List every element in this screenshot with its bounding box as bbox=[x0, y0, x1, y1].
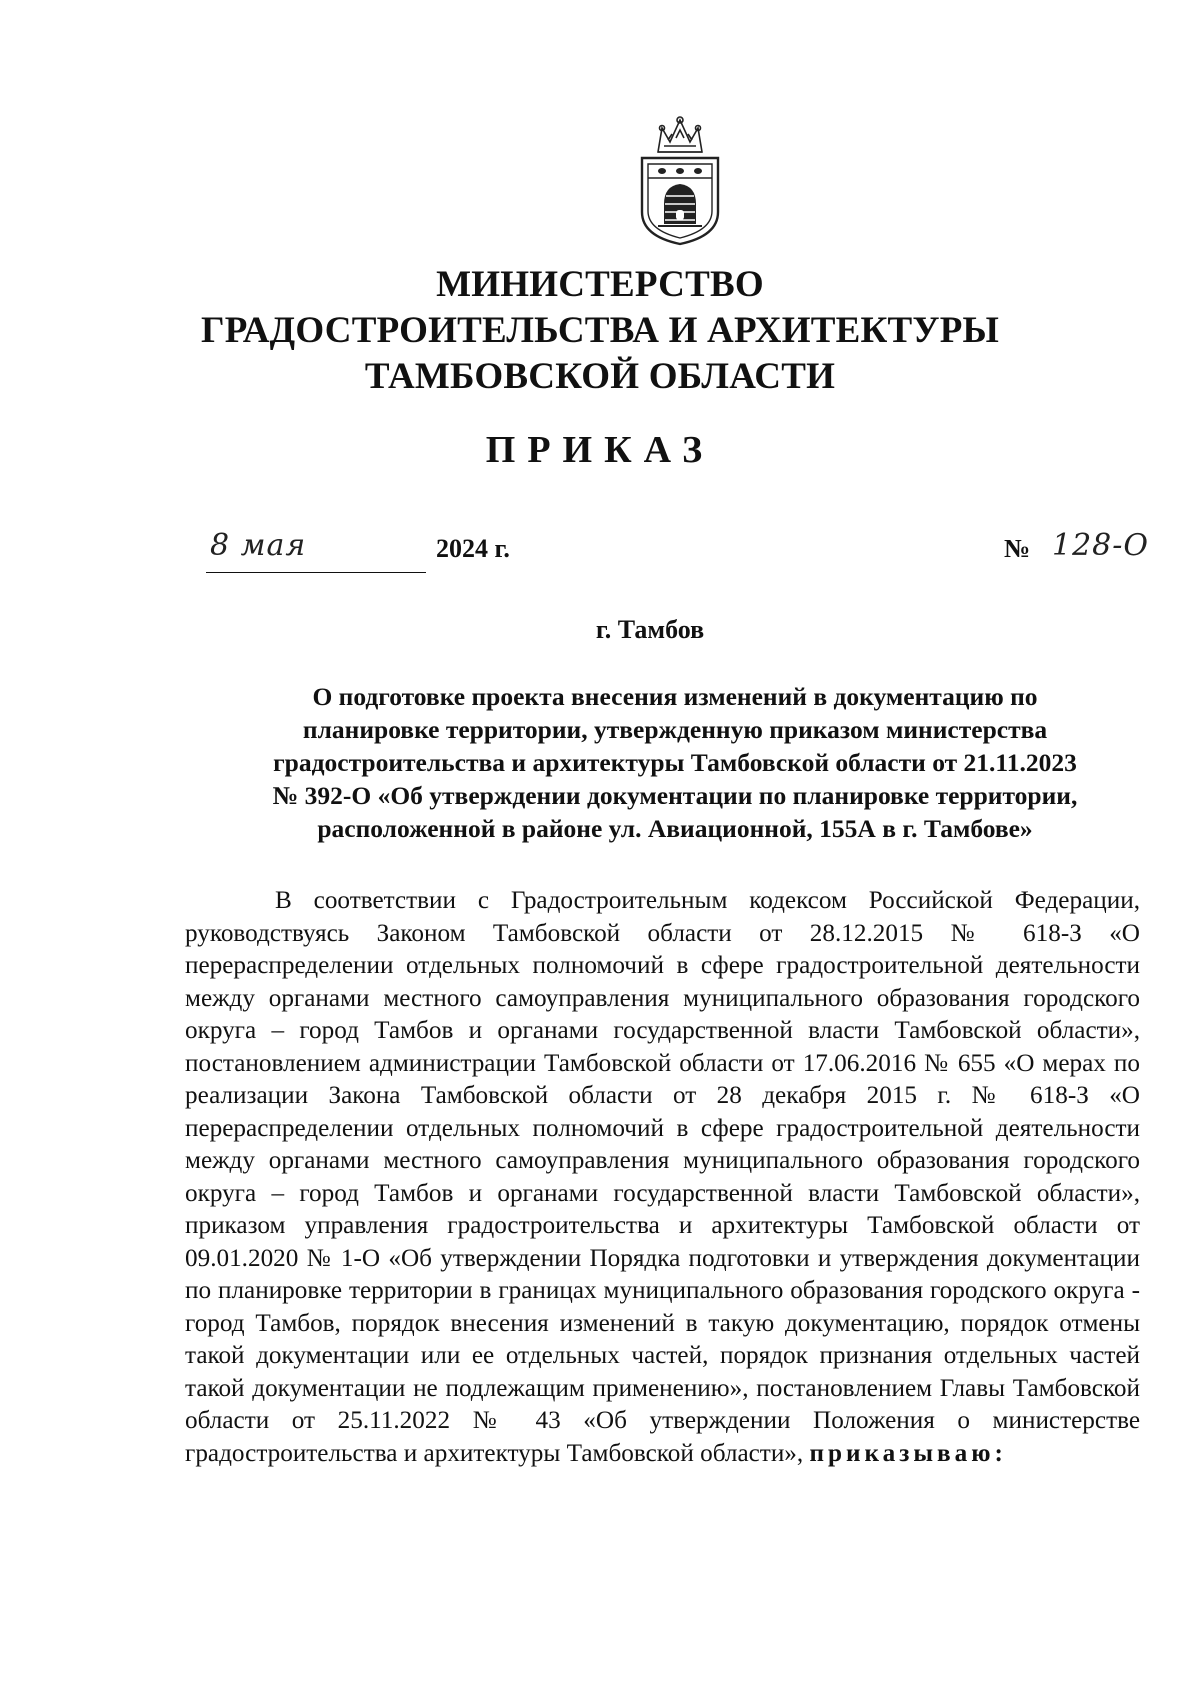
handwritten-date: 8 мая bbox=[210, 528, 307, 563]
subject-line: расположенной в районе ул. Авиационной, 155А в г. Тамбове» bbox=[317, 814, 1033, 843]
order-subject bbox=[215, 680, 1135, 845]
order-word: приказываю: bbox=[809, 1439, 1007, 1467]
subject-line: № 392-О «Об утверждении документации по планировке территории, bbox=[272, 781, 1078, 810]
tambov-coat-of-arms-icon bbox=[628, 112, 732, 248]
handwritten-order-number: 128-О bbox=[1052, 528, 1149, 563]
date-field bbox=[206, 528, 426, 573]
subject-line: О подготовке проекта внесения изменений в документацию по bbox=[312, 682, 1038, 711]
subject-line: градостроительства и архитектуры Тамбовской области от 21.11.2023 bbox=[273, 748, 1077, 777]
document-type-title: ПРИКАЗ bbox=[485, 429, 715, 471]
ministry-name-line-3: ТАМБОВСКОЙ ОБЛАСТИ bbox=[364, 356, 836, 397]
ministry-name-line-1: МИНИСТЕРСТВО bbox=[436, 264, 764, 305]
number-label: № bbox=[1004, 534, 1031, 563]
date-number-row bbox=[0, 528, 1200, 578]
ministry-name-line-2: ГРАДОСТРОИТЕЛЬСТВА И АРХИТЕКТУРЫ bbox=[200, 310, 1000, 351]
coat-of-arms-emblem bbox=[628, 112, 732, 248]
year-label: 2024 г. bbox=[436, 534, 510, 563]
subject-line: планировке территории, утвержденную приказом министерства bbox=[302, 715, 1048, 744]
city-label: г. Тамбов bbox=[595, 615, 705, 644]
preamble-text: В соответствии с Градостроительным кодексом Российской Федерации, руководствуясь Законом Тамбовской области от 28.12.2015 № 618-З «О перераспределении отдельных полномочий в сфере градостроительной деятельности между органами местного самоуправления муниципального образования городского округа – город Тамбов и органами государственной власти Тамбовской области», постановлением администрации Тамбовской области от 17.06.2016 № 655 «О мерах по реализации Закона Тамбовской области от 28 декабря 2015 г. № 618-З «О перераспределении отдельных полномочий в сфере градостроительной деятельности между органами местного самоуправления муниципального образования городского округа – город Тамбов и органами государственной власти Тамбовской области», приказом управления градостроительства и архитектуры Тамбовской области от 09.01.2020 № 1-О «Об утверждении Порядка подготовки и утверждения документации по планировке территории в границах муниципального образования городского округа - город Тамбов, порядок внесения изменений в такую документацию, порядок отмены такой документации или ее отдельных частей, порядок признания отдельных частей такой документации не подлежащим применению», постановлением Главы Тамбовской области от 25.11.2022 № 43 «Об утверждении Положения о министерстве градостроительства и архитектуры Тамбовской области», bbox=[185, 887, 1140, 1467]
preamble-paragraph bbox=[185, 885, 1140, 1470]
